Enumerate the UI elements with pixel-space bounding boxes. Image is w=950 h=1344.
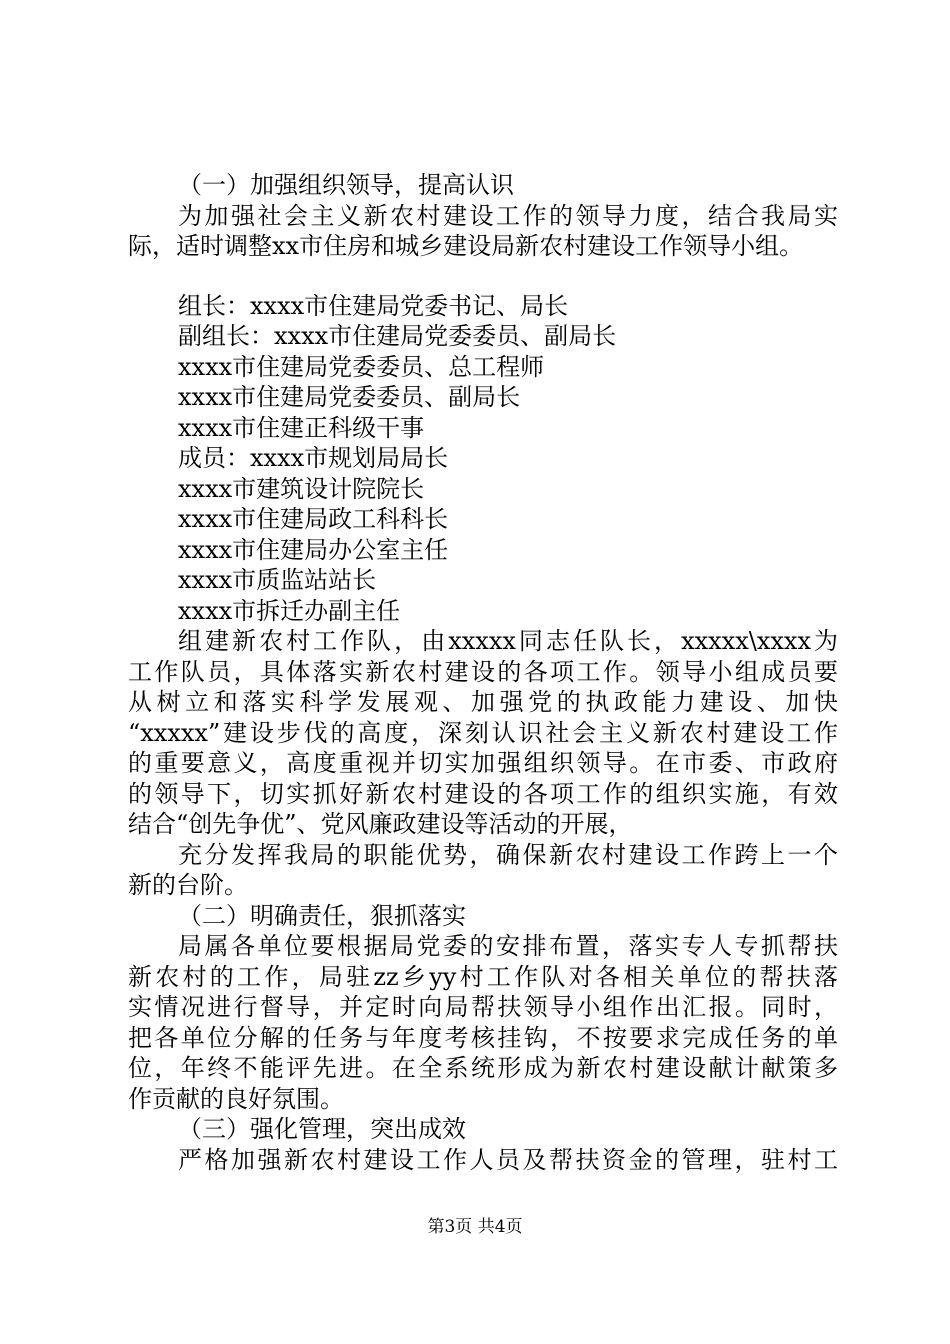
paragraph-line: 新的台阶。 — [128, 871, 248, 899]
member-line: 成员：xxxx市规划局局长 — [178, 444, 449, 472]
paragraph-line: 组建新农村工作队，由xxxxx同志任队长，xxxxx\xxxx为 — [178, 627, 838, 655]
paragraph-line: 把各单位分解的任务与年度考核挂钩，不按要求完成任务的单 — [128, 1023, 838, 1052]
document-body — [128, 170, 838, 1175]
paragraph-line: 新农村的工作，局驻zz乡yy村工作队对各相关单位的帮扶落 — [128, 962, 838, 991]
section-heading-2: （二）明确责任，狠抓落实 — [178, 901, 466, 930]
paragraph-line: 实情况进行督导，并定时向局帮扶领导小组作出汇报。同时， — [128, 993, 838, 1021]
paragraph-line: 位，年终不能评先进。在全系统形成为新农村建设献计献策多 — [128, 1054, 838, 1082]
paragraph-line: 严格加强新农村建设工作人员及帮扶资金的管理，驻村工 — [178, 1145, 838, 1174]
page-footer: 第3页 共4页 — [427, 1217, 523, 1237]
paragraph-line: 的领导下，切实抓好新农村建设的各项工作的组织实施，有效 — [128, 779, 838, 808]
paragraph-line: 工作队员，具体落实新农村建设的各项工作。领导小组成员要 — [128, 657, 838, 686]
member-line: xxxx市拆迁办副主任 — [178, 596, 401, 625]
member-line: 副组长：xxxx市住建局党委委员、副局长 — [178, 322, 617, 350]
member-line: 组长：xxxx市住建局党委书记、局长 — [178, 291, 569, 320]
member-line: xxxx市建筑设计院院长 — [178, 474, 425, 503]
paragraph-line: 为加强社会主义新农村建设工作的领导力度，结合我局实 — [178, 201, 838, 230]
paragraph-line: 结合“创先争优”、党风廉政建设等活动的开展， — [128, 810, 633, 838]
paragraph-line: 从树立和落实科学发展观、加强党的执政能力建设、加快 — [128, 688, 838, 716]
member-line: xxxx市住建局办公室主任 — [178, 535, 449, 564]
member-line: xxxx市住建局政工科科长 — [178, 505, 449, 533]
paragraph-line: “xxxxx”建设步伐的高度，深刻认识社会主义新农村建设工作 — [128, 718, 838, 747]
member-line: xxxx市住建正科级干事 — [178, 413, 425, 442]
paragraph-line: 作贡献的良好氛围。 — [128, 1084, 344, 1113]
member-line: xxxx市住建局党委委员、总工程师 — [178, 352, 545, 381]
section-heading-1: （一）加强组织领导，提高认识 — [178, 171, 514, 199]
paragraph-line: 充分发挥我局的职能优势，确保新农村建设工作跨上一个 — [178, 840, 838, 869]
paragraph-line: 际，适时调整xx市住房和城乡建设局新农村建设工作领导小组。 — [128, 232, 804, 260]
paragraph-line: 局属各单位要根据局党委的安排布置，落实专人专抓帮扶 — [178, 932, 838, 960]
paragraph-gap — [128, 262, 838, 291]
section-heading-3: （三）强化管理，突出成效 — [178, 1115, 466, 1143]
member-line: xxxx市住建局党委委员、副局长 — [178, 383, 521, 411]
paragraph-line: 的重要意义，高度重视并切实加强组织领导。在市委、市政府 — [128, 749, 838, 777]
member-line: xxxx市质监站站长 — [178, 566, 377, 594]
